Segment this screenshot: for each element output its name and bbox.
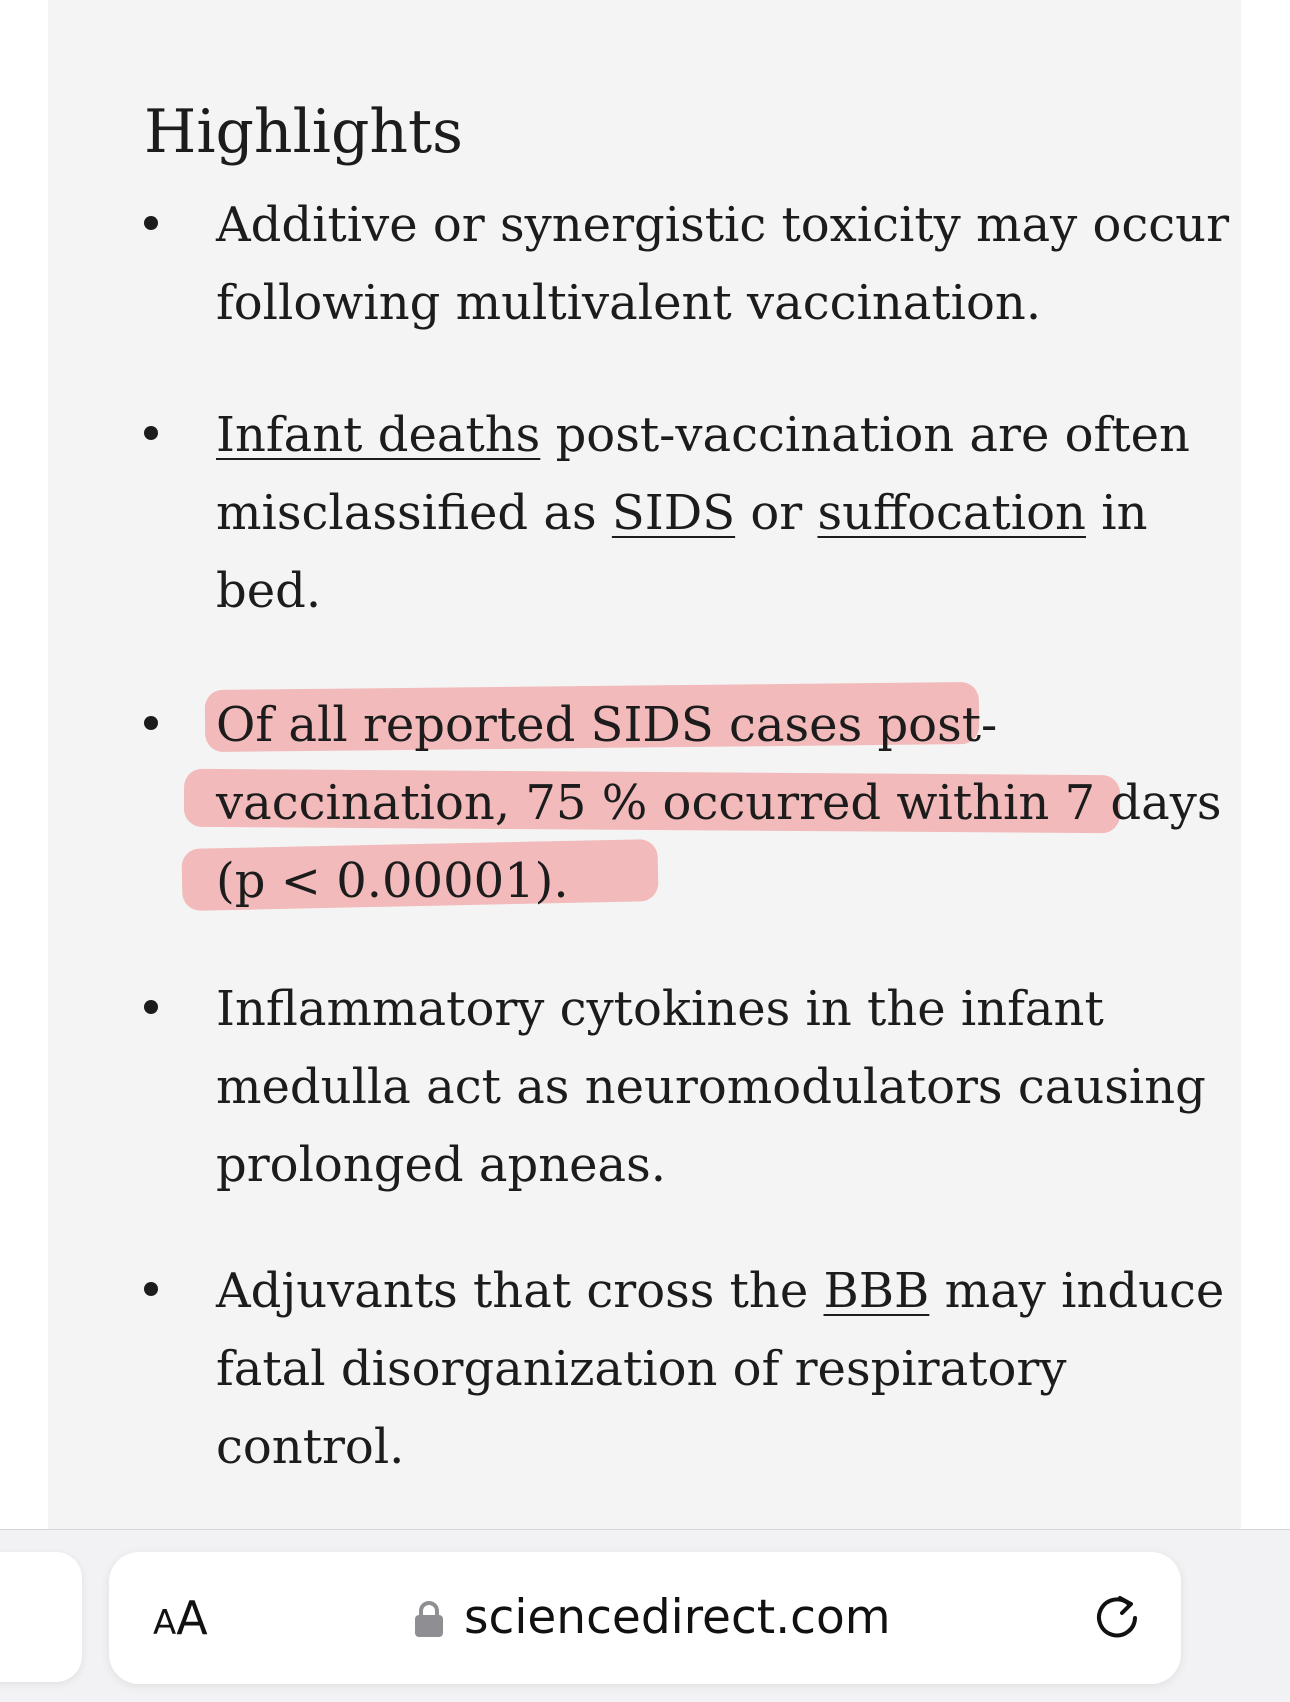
- inline-link[interactable]: Infant deaths: [216, 407, 541, 463]
- text-segment: prolonged apneas.: [216, 1137, 667, 1193]
- inline-link[interactable]: suffocation: [817, 485, 1086, 541]
- bullet-dot: [144, 426, 158, 440]
- text-segment: in: [1085, 485, 1148, 541]
- text-line: [216, 264, 1156, 342]
- bullet-dot: [144, 716, 158, 730]
- text-line: [216, 186, 1230, 264]
- text-line: [216, 1408, 1156, 1486]
- text-size-button[interactable]: [153, 1586, 208, 1650]
- bullet-dot: [144, 1282, 158, 1296]
- text-size-large-a: A: [176, 1591, 208, 1645]
- text-segment: (p < 0.00001).: [216, 853, 569, 909]
- bullet-dot: [144, 1000, 158, 1014]
- highlight-text: [216, 686, 1222, 920]
- text-line: [216, 764, 1222, 842]
- text-line: [216, 474, 1156, 552]
- text-segment: Additive or synergistic toxicity may occur: [216, 197, 1230, 253]
- lock-icon: [414, 1600, 444, 1638]
- previous-tab-edge[interactable]: [0, 1552, 82, 1682]
- highlight-text: [216, 1252, 1225, 1486]
- text-segment: Adjuvants that cross the: [216, 1263, 824, 1319]
- text-line: [216, 1048, 1206, 1126]
- text-line: [216, 1252, 1225, 1330]
- address-bar[interactable]: [109, 1552, 1181, 1684]
- text-line: [216, 970, 1156, 1048]
- text-segment: may induce: [929, 1263, 1225, 1319]
- text-line: [216, 1126, 1156, 1204]
- text-line: [216, 842, 1156, 920]
- text-segment: vaccination, 75 % occurred within 7 days: [216, 775, 1222, 831]
- browser-toolbar: [0, 1529, 1290, 1702]
- inline-link[interactable]: SIDS: [611, 485, 736, 541]
- text-line: [216, 552, 1156, 630]
- highlight-text: [216, 186, 1230, 342]
- bullet-dot: [144, 216, 158, 230]
- text-segment: or: [735, 485, 818, 541]
- text-segment: bed.: [216, 563, 322, 619]
- text-segment: following multivalent vaccination.: [216, 275, 1042, 331]
- inline-link[interactable]: BBB: [823, 1263, 930, 1319]
- text-line: [216, 686, 1156, 764]
- text-segment: Inflammatory cytokines in the infant: [216, 981, 1104, 1037]
- reload-icon[interactable]: [1091, 1592, 1143, 1644]
- text-segment: control.: [216, 1419, 405, 1475]
- text-line: [216, 396, 1190, 474]
- highlight-text: [216, 970, 1206, 1204]
- text-segment: fatal disorganization of respiratory: [216, 1341, 1067, 1397]
- url-text: sciencedirect.com: [464, 1590, 891, 1645]
- text-segment: medulla act as neuromodulators causing: [216, 1059, 1206, 1115]
- text-line: [216, 1330, 1156, 1408]
- text-segment: Of all reported SIDS cases post-: [216, 697, 998, 753]
- text-size-small-a: A: [153, 1603, 177, 1643]
- text-segment: misclassified as: [216, 485, 612, 541]
- highlight-text: [216, 396, 1190, 630]
- text-segment: post-vaccination are often: [540, 407, 1190, 463]
- highlights-heading: Highlights: [144, 97, 463, 167]
